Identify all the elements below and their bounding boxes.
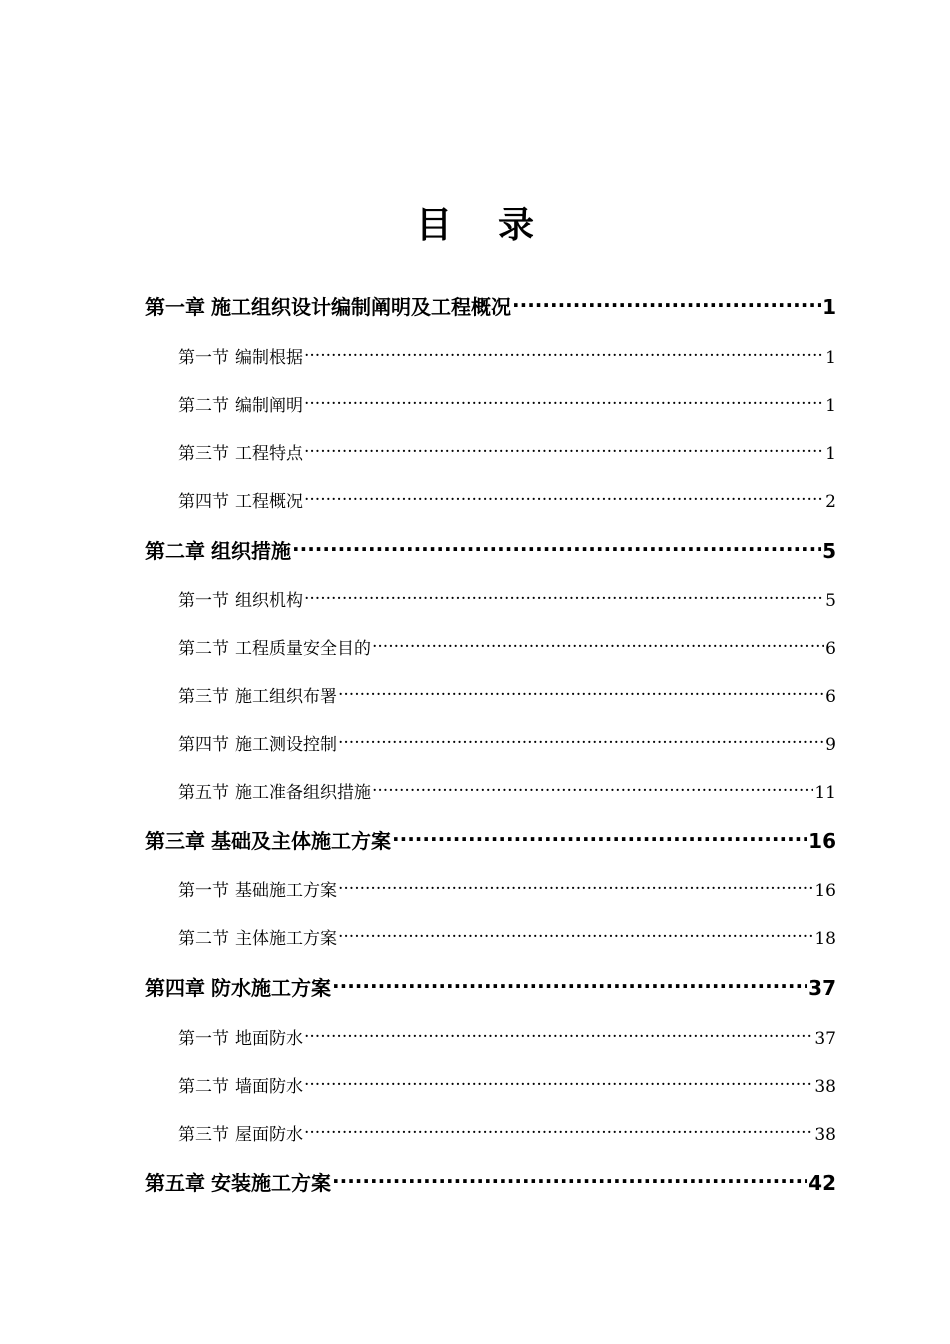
toc-entry-label bbox=[178, 878, 337, 904]
toc-section-entry[interactable] bbox=[178, 1074, 836, 1100]
toc-page-number: 1 bbox=[822, 295, 836, 319]
toc-page-number: 6 bbox=[825, 687, 836, 707]
toc-entry-number: 第三章 bbox=[145, 829, 205, 853]
toc-entry-number: 第二节 bbox=[178, 396, 229, 416]
toc-entry-number: 第三节 bbox=[178, 687, 229, 707]
toc-entry-title: 防水施工方案 bbox=[211, 976, 331, 1000]
toc-entry-label bbox=[178, 489, 303, 515]
toc-dot-leader bbox=[512, 294, 821, 314]
toc-entry-label bbox=[178, 441, 303, 467]
toc-section-entry[interactable] bbox=[178, 684, 836, 710]
toc-entry-title: 组织机构 bbox=[235, 591, 303, 611]
toc-entry-number: 第一章 bbox=[145, 295, 205, 319]
toc-entry-number: 第一节 bbox=[178, 591, 229, 611]
toc-entry-title: 墙面防水 bbox=[235, 1077, 303, 1097]
toc-page-number: 42 bbox=[808, 1171, 836, 1195]
toc-chapter-entry[interactable] bbox=[145, 536, 836, 566]
toc-entry-number: 第二节 bbox=[178, 929, 229, 949]
toc-page-number: 38 bbox=[814, 1077, 836, 1097]
toc-entry-label bbox=[145, 826, 391, 856]
toc-entry-label bbox=[178, 780, 371, 806]
toc-dot-leader bbox=[304, 490, 824, 507]
toc-section-entry[interactable] bbox=[178, 636, 836, 662]
toc-entry-title: 编制阐明 bbox=[235, 396, 303, 416]
toc-entry-title: 屋面防水 bbox=[235, 1125, 303, 1145]
toc-page-number: 16 bbox=[808, 829, 836, 853]
toc-dot-leader bbox=[292, 538, 821, 558]
toc-entry-title: 编制根据 bbox=[235, 348, 303, 368]
toc-entry-title: 组织措施 bbox=[211, 539, 291, 563]
toc-section-entry[interactable] bbox=[178, 878, 836, 904]
toc-entry-title: 工程特点 bbox=[235, 444, 303, 464]
toc-entry-label bbox=[178, 1074, 303, 1100]
toc-page-number: 38 bbox=[814, 1125, 836, 1145]
toc-entry-title: 地面防水 bbox=[235, 1029, 303, 1049]
toc-entry-title: 基础及主体施工方案 bbox=[211, 829, 391, 853]
toc-entry-label bbox=[145, 536, 291, 566]
toc-entry-label bbox=[145, 292, 511, 322]
toc-dot-leader bbox=[338, 685, 824, 702]
toc-section-entry[interactable] bbox=[178, 732, 836, 758]
toc-dot-leader bbox=[304, 1075, 813, 1092]
toc-dot-leader bbox=[304, 346, 824, 363]
toc-section-entry[interactable] bbox=[178, 441, 836, 467]
toc-entry-number: 第二节 bbox=[178, 1077, 229, 1097]
toc-page-number: 6 bbox=[825, 639, 836, 659]
toc-page-number: 18 bbox=[814, 929, 836, 949]
toc-section-entry[interactable] bbox=[178, 393, 836, 419]
toc-entry-number: 第五节 bbox=[178, 783, 229, 803]
toc-entry-label bbox=[178, 345, 303, 371]
toc-entry-title: 施工准备组织措施 bbox=[235, 783, 371, 803]
toc-entry-label bbox=[178, 1122, 303, 1148]
toc-entry-label bbox=[145, 1168, 331, 1198]
toc-entry-number: 第一节 bbox=[178, 881, 229, 901]
toc-page-number: 37 bbox=[814, 1029, 836, 1049]
toc-entry-title: 基础施工方案 bbox=[235, 881, 337, 901]
toc-section-entry[interactable] bbox=[178, 1026, 836, 1052]
toc-entry-number: 第一节 bbox=[178, 1029, 229, 1049]
toc-dot-leader bbox=[304, 1027, 813, 1044]
toc-entry-label bbox=[178, 684, 337, 710]
toc-dot-leader bbox=[304, 442, 824, 459]
toc-dot-leader bbox=[304, 1123, 813, 1140]
toc-page-number: 5 bbox=[822, 539, 836, 563]
toc-entry-label bbox=[145, 973, 331, 1003]
toc-dot-leader bbox=[372, 781, 813, 798]
toc-page-number: 1 bbox=[825, 396, 836, 416]
toc-dot-leader bbox=[332, 1170, 807, 1190]
toc-page-number: 2 bbox=[825, 492, 836, 512]
toc-chapter-entry[interactable] bbox=[145, 826, 836, 856]
toc-page-number: 9 bbox=[825, 735, 836, 755]
toc-dot-leader bbox=[332, 975, 807, 995]
toc-entry-number: 第二章 bbox=[145, 539, 205, 563]
toc-entry-title: 工程质量安全目的 bbox=[235, 639, 371, 659]
toc-entry-title: 安装施工方案 bbox=[211, 1171, 331, 1195]
toc-section-entry[interactable] bbox=[178, 1122, 836, 1148]
toc-entry-title: 主体施工方案 bbox=[235, 929, 337, 949]
toc-entry-number: 第二节 bbox=[178, 639, 229, 659]
toc-section-entry[interactable] bbox=[178, 588, 836, 614]
toc-title-char: 目 bbox=[415, 205, 452, 246]
toc-dot-leader bbox=[338, 927, 813, 944]
toc-page-number: 16 bbox=[814, 881, 836, 901]
toc-dot-leader bbox=[338, 879, 813, 896]
toc-section-entry[interactable] bbox=[178, 489, 836, 515]
toc-page-number: 5 bbox=[825, 591, 836, 611]
toc-entry-label bbox=[178, 926, 337, 952]
toc-page-number: 11 bbox=[814, 783, 836, 803]
toc-entry-number: 第五章 bbox=[145, 1171, 205, 1195]
toc-entry-number: 第三节 bbox=[178, 1125, 229, 1145]
toc-entry-title: 工程概况 bbox=[235, 492, 303, 512]
toc-dot-leader bbox=[372, 637, 824, 654]
toc-dot-leader bbox=[338, 733, 824, 750]
toc-entry-title: 施工组织布署 bbox=[235, 687, 337, 707]
toc-page-number: 37 bbox=[808, 976, 836, 1000]
toc-dot-leader bbox=[304, 589, 824, 606]
toc-section-entry[interactable] bbox=[178, 926, 836, 952]
toc-entry-title: 施工组织设计编制阐明及工程概况 bbox=[211, 295, 511, 319]
toc-chapter-entry[interactable] bbox=[145, 1168, 836, 1198]
toc-entry-number: 第一节 bbox=[178, 348, 229, 368]
toc-entry-title: 施工测设控制 bbox=[235, 735, 337, 755]
toc-page-number: 1 bbox=[825, 348, 836, 368]
toc-title bbox=[0, 198, 950, 254]
toc-entry-label bbox=[178, 1026, 303, 1052]
toc-chapter-entry[interactable] bbox=[145, 292, 836, 322]
toc-entry-label bbox=[178, 732, 337, 758]
toc-dot-leader bbox=[304, 394, 824, 411]
toc-entry-label bbox=[178, 393, 303, 419]
toc-page-number: 1 bbox=[825, 444, 836, 464]
toc-chapter-entry[interactable] bbox=[145, 973, 836, 1003]
toc-entry-label bbox=[178, 588, 303, 614]
toc-entry-number: 第四章 bbox=[145, 976, 205, 1000]
toc-entry-number: 第四节 bbox=[178, 735, 229, 755]
toc-section-entry[interactable] bbox=[178, 780, 836, 806]
toc-dot-leader bbox=[392, 828, 807, 848]
toc-section-entry[interactable] bbox=[178, 345, 836, 371]
toc-title-char: 录 bbox=[498, 205, 535, 246]
toc-entry-number: 第三节 bbox=[178, 444, 229, 464]
toc-entry-number: 第四节 bbox=[178, 492, 229, 512]
toc-entry-label bbox=[178, 636, 371, 662]
